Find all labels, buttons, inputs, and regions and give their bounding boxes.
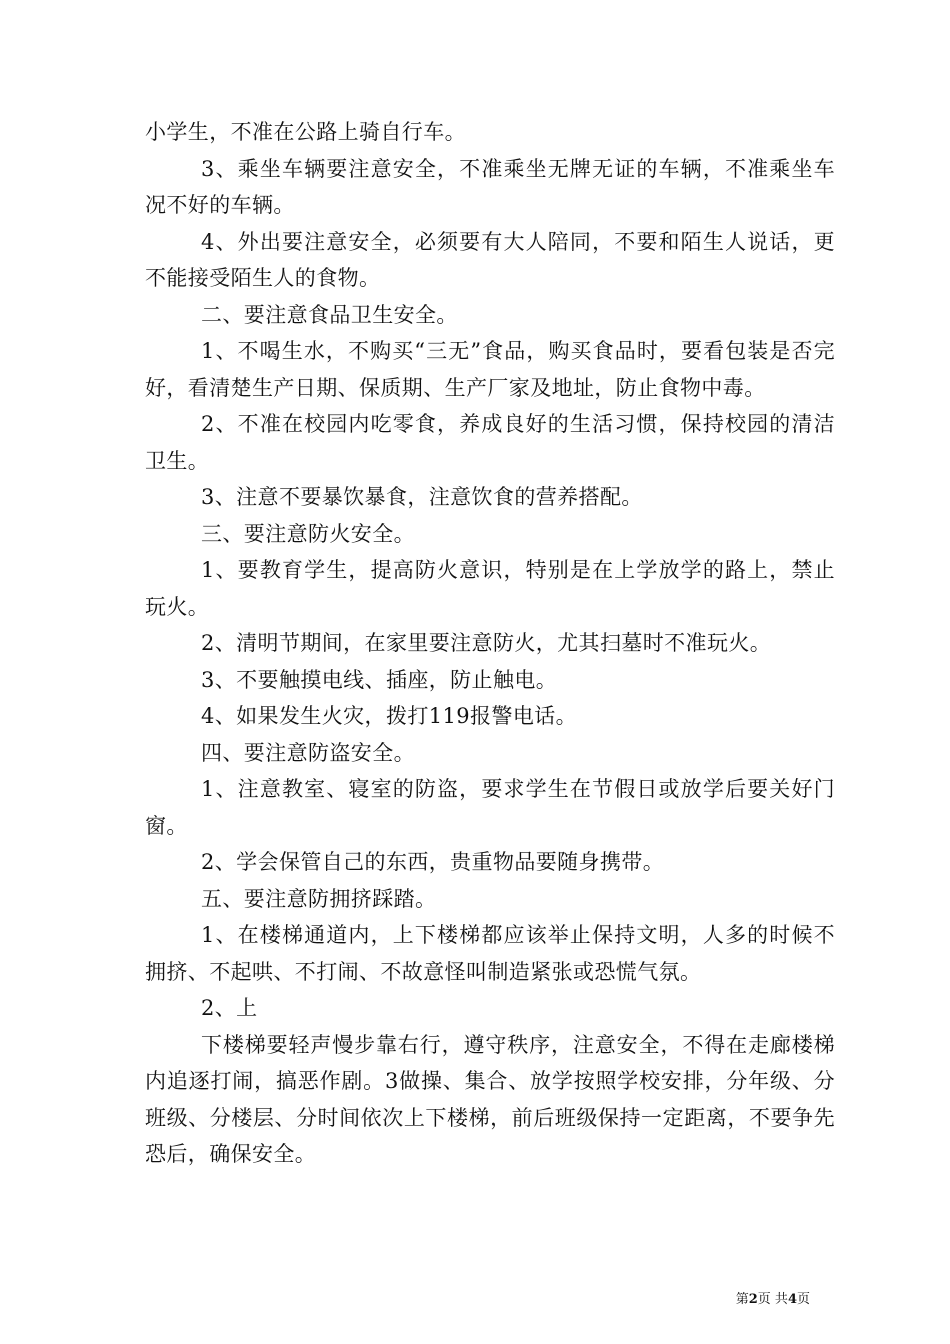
paragraph: 下楼梯要轻声慢步靠右行，遵守秩序，注意安全，不得在走廊楼梯内追逐打闹，搞恶作剧。3做操、集合、放学按照学校安排，分年级、分班级、分楼层、分时间依次上下楼梯，前后班级保持一定距离，不要争先恐后，确保安全。	[145, 1032, 835, 1166]
paragraph: 3、注意不要暴饮暴食，注意饮食的营养搭配。	[201, 485, 643, 509]
footer-prefix: 第	[735, 1292, 749, 1307]
paragraph: 4、如果发生火灾，拨打119报警电话。	[201, 704, 578, 728]
current-page-number: 2	[748, 1292, 758, 1307]
footer-middle: 页 共	[757, 1292, 788, 1307]
footer-suffix: 页	[796, 1292, 810, 1307]
paragraph: 3、乘坐车辆要注意安全，不准乘坐无牌无证的车辆，不准乘坐车况不好的车辆。	[145, 156, 835, 217]
section-heading: 四、要注意防盗安全。	[201, 740, 415, 765]
paragraph: 1、在楼梯通道内，上下楼梯都应该举止保持文明，人多的时候不拥挤、不起哄、不打闹、不故意怪叫制造紧张或恐慌气氛。	[145, 923, 835, 984]
paragraph: 2、上	[201, 996, 258, 1020]
section-heading: 二、要注意食品卫生安全。	[201, 302, 458, 327]
total-page-number: 4	[787, 1292, 797, 1307]
section-heading: 三、要注意防火安全。	[201, 521, 415, 546]
paragraph: 4、外出要注意安全，必须要有大人陪同，不要和陌生人说话，更不能接受陌生人的食物。	[145, 229, 835, 290]
paragraph: 1、要教育学生，提高防火意识，特别是在上学放学的路上，禁止玩火。	[145, 558, 835, 619]
paragraph: 2、学会保管自己的东西，贵重物品要随身携带。	[201, 850, 665, 874]
document-body	[145, 114, 835, 1173]
paragraph: 1、注意教室、寝室的防盗，要求学生在节假日或放学后要关好门窗。	[145, 777, 835, 838]
page-footer	[736, 1288, 810, 1307]
section-heading: 五、要注意防拥挤踩踏。	[201, 886, 437, 911]
paragraph: 1、不喝生水，不购买“三无”食品，购买食品时，要看包装是否完好，看清楚生产日期、保质期、生产厂家及地址，防止食物中毒。	[145, 339, 835, 400]
paragraph: 2、清明节期间，在家里要注意防火，尤其扫墓时不准玩火。	[201, 631, 772, 655]
paragraph: 小学生，不准在公路上骑自行车。	[145, 120, 466, 144]
paragraph: 2、不准在校园内吃零食，养成良好的生活习惯，保持校园的清洁卫生。	[145, 412, 835, 473]
paragraph: 3、不要触摸电线、插座，防止触电。	[201, 667, 558, 692]
